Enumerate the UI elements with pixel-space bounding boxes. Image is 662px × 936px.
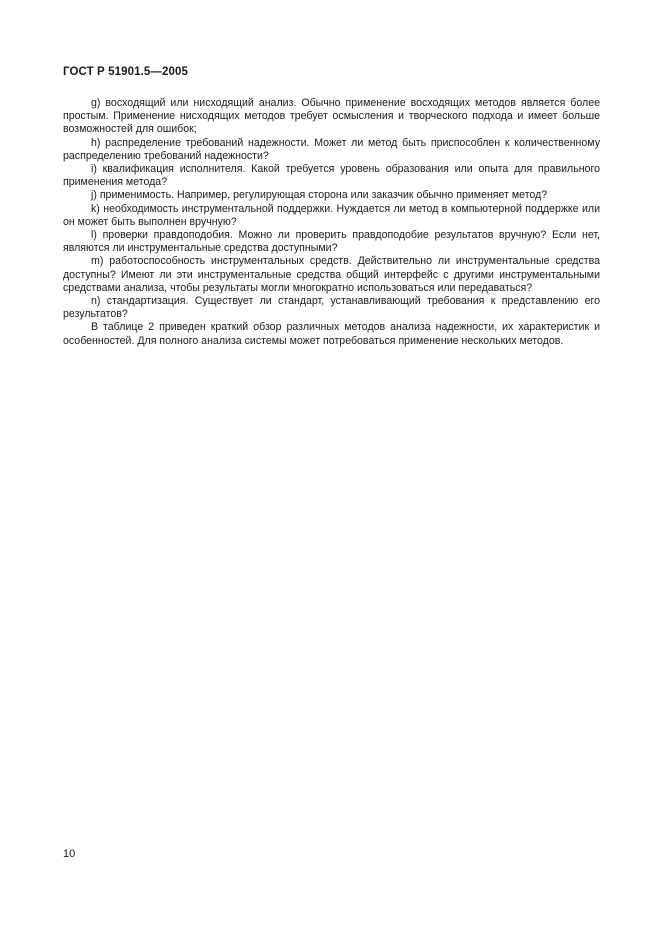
paragraph-l: l) проверки правдоподобия. Можно ли проверить правдоподобие результатов вручную? Если нет, являются ли инструментальные средства доступными?	[63, 229, 600, 255]
paragraph-table-2-intro: В таблице 2 приведен краткий обзор различных методов анализа надежности, их характеристик и особенностей. Для полного анализа системы может потребоваться применение нескольких методов.	[63, 321, 600, 347]
paragraph-n: n) стандартизация. Существует ли стандарт, устанавливающий требования к представлению его результатов?	[63, 295, 600, 321]
paragraph-h: h) распределение требований надежности. Может ли метод быть приспособлен к количественному распределению требований надежности?	[63, 136, 600, 162]
document-header: ГОСТ Р 51901.5—2005	[63, 66, 188, 78]
paragraph-i: i) квалификация исполнителя. Какой требуется уровень образования или опыта для правильного применения метода?	[63, 163, 600, 189]
page-number: 10	[63, 848, 76, 860]
paragraph-j: j) применимость. Например, регулирующая сторона или заказчик обычно применяет метод?	[91, 189, 548, 202]
paragraph-g: g) восходящий или нисходящий анализ. Обычно применение восходящих методов является более простым. Применение нисходящих методов требует осмысления и творческого подхода и имеет больше возможностей для ошибок;	[63, 97, 600, 136]
paragraph-k: k) необходимость инструментальной поддержки. Нуждается ли метод в компьютерной поддержке или он может быть выполнен вручную?	[63, 202, 600, 228]
paragraph-m: m) работоспособность инструментальных средств. Действительно ли инструментальные средства доступны? Имеют ли эти инструментальные средства общий интерфейс с другими инструментальными средствами анализа, чтобы результаты могли многократно использоваться или передаваться?	[63, 255, 600, 294]
body-text	[63, 97, 600, 348]
